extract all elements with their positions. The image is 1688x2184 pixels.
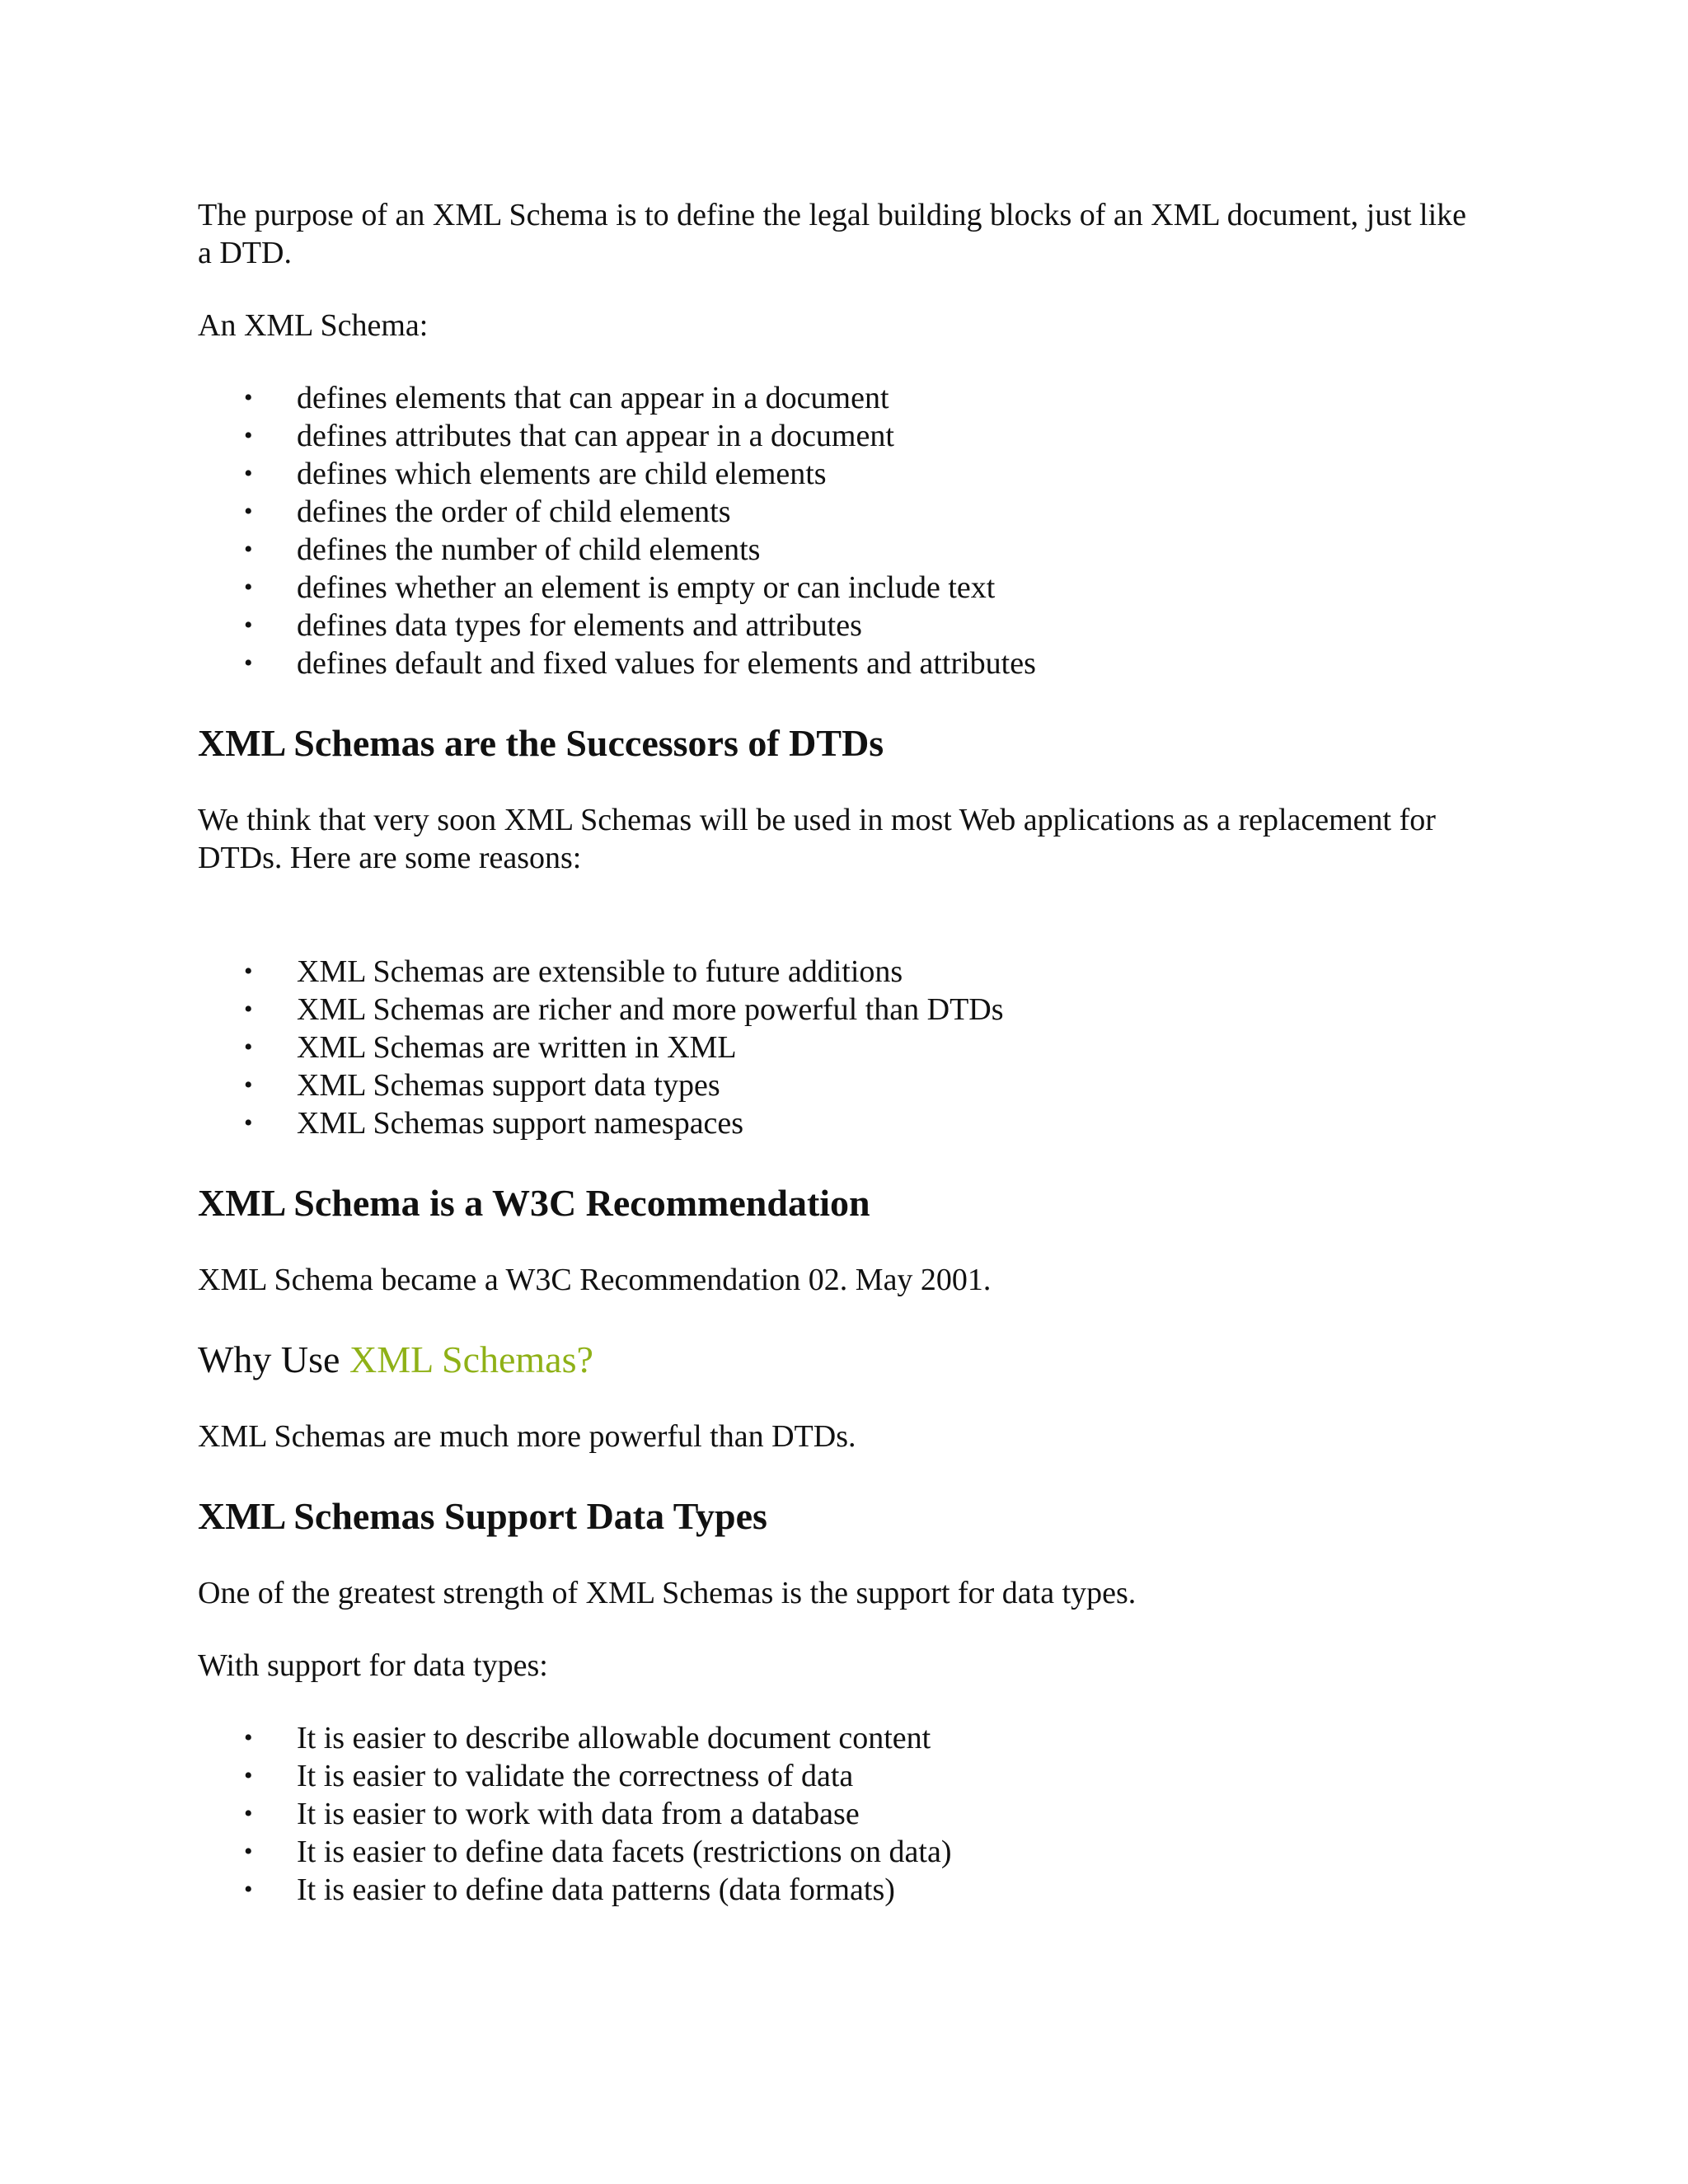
schema-features-list — [198, 379, 1484, 682]
data-types-list — [198, 1719, 1484, 1909]
document-content — [198, 196, 1484, 1909]
successors-list — [198, 953, 1484, 1142]
list-item: • defines elements that can appear in a document — [198, 379, 1484, 417]
list-item: • It is easier to validate the correctness of data — [198, 1757, 1484, 1795]
list-item: • defines whether an element is empty or can include text — [198, 569, 1484, 607]
why-use-paragraph: XML Schemas are much more powerful than DTDs. — [198, 1419, 856, 1454]
data-types-heading: XML Schemas Support Data Types — [198, 1495, 767, 1537]
list-item: • XML Schemas support namespaces — [198, 1104, 1484, 1142]
successors-paragraph: We think that very soon XML Schemas will be used in most Web applications as a replacement for DTDs. Here are some reasons: — [198, 803, 1436, 875]
list-item: • XML Schemas are extensible to future additions — [198, 953, 1484, 991]
why-use-heading — [198, 1337, 1484, 1383]
list-item: • defines the order of child elements — [198, 493, 1484, 531]
list-item: • defines the number of child elements — [198, 531, 1484, 569]
list-item: • defines default and fixed values for elements and attributes — [198, 644, 1484, 682]
successors-heading: XML Schemas are the Successors of DTDs — [198, 722, 884, 764]
list-item: • It is easier to define data patterns (data formats) — [198, 1871, 1484, 1909]
list-item: • defines data types for elements and attributes — [198, 607, 1484, 644]
data-types-support-label: With support for data types: — [198, 1648, 548, 1683]
w3c-heading: XML Schema is a W3C Recommendation — [198, 1182, 870, 1224]
list-item: • It is easier to define data facets (restrictions on data) — [198, 1833, 1484, 1871]
list-item: • defines which elements are child elements — [198, 455, 1484, 493]
data-types-paragraph: One of the greatest strength of XML Schemas is the support for data types. — [198, 1576, 1137, 1610]
w3c-paragraph: XML Schema became a W3C Recommendation 02. May 2001. — [198, 1263, 992, 1297]
why-use-heading-prefix: Why Use — [198, 1338, 349, 1380]
schema-definition-label: An XML Schema: — [198, 308, 429, 343]
intro-paragraph: The purpose of an XML Schema is to define the legal building blocks of an XML document, just like a DTD. — [198, 198, 1467, 270]
list-item: • It is easier to work with data from a database — [198, 1795, 1484, 1833]
list-item: • defines attributes that can appear in a document — [198, 417, 1484, 455]
list-item: • It is easier to describe allowable document content — [198, 1719, 1484, 1757]
list-item: • XML Schemas are written in XML — [198, 1029, 1484, 1066]
list-item: • XML Schemas support data types — [198, 1066, 1484, 1104]
list-item: • XML Schemas are richer and more powerful than DTDs — [198, 991, 1484, 1029]
why-use-heading-accent: XML Schemas? — [349, 1338, 593, 1380]
